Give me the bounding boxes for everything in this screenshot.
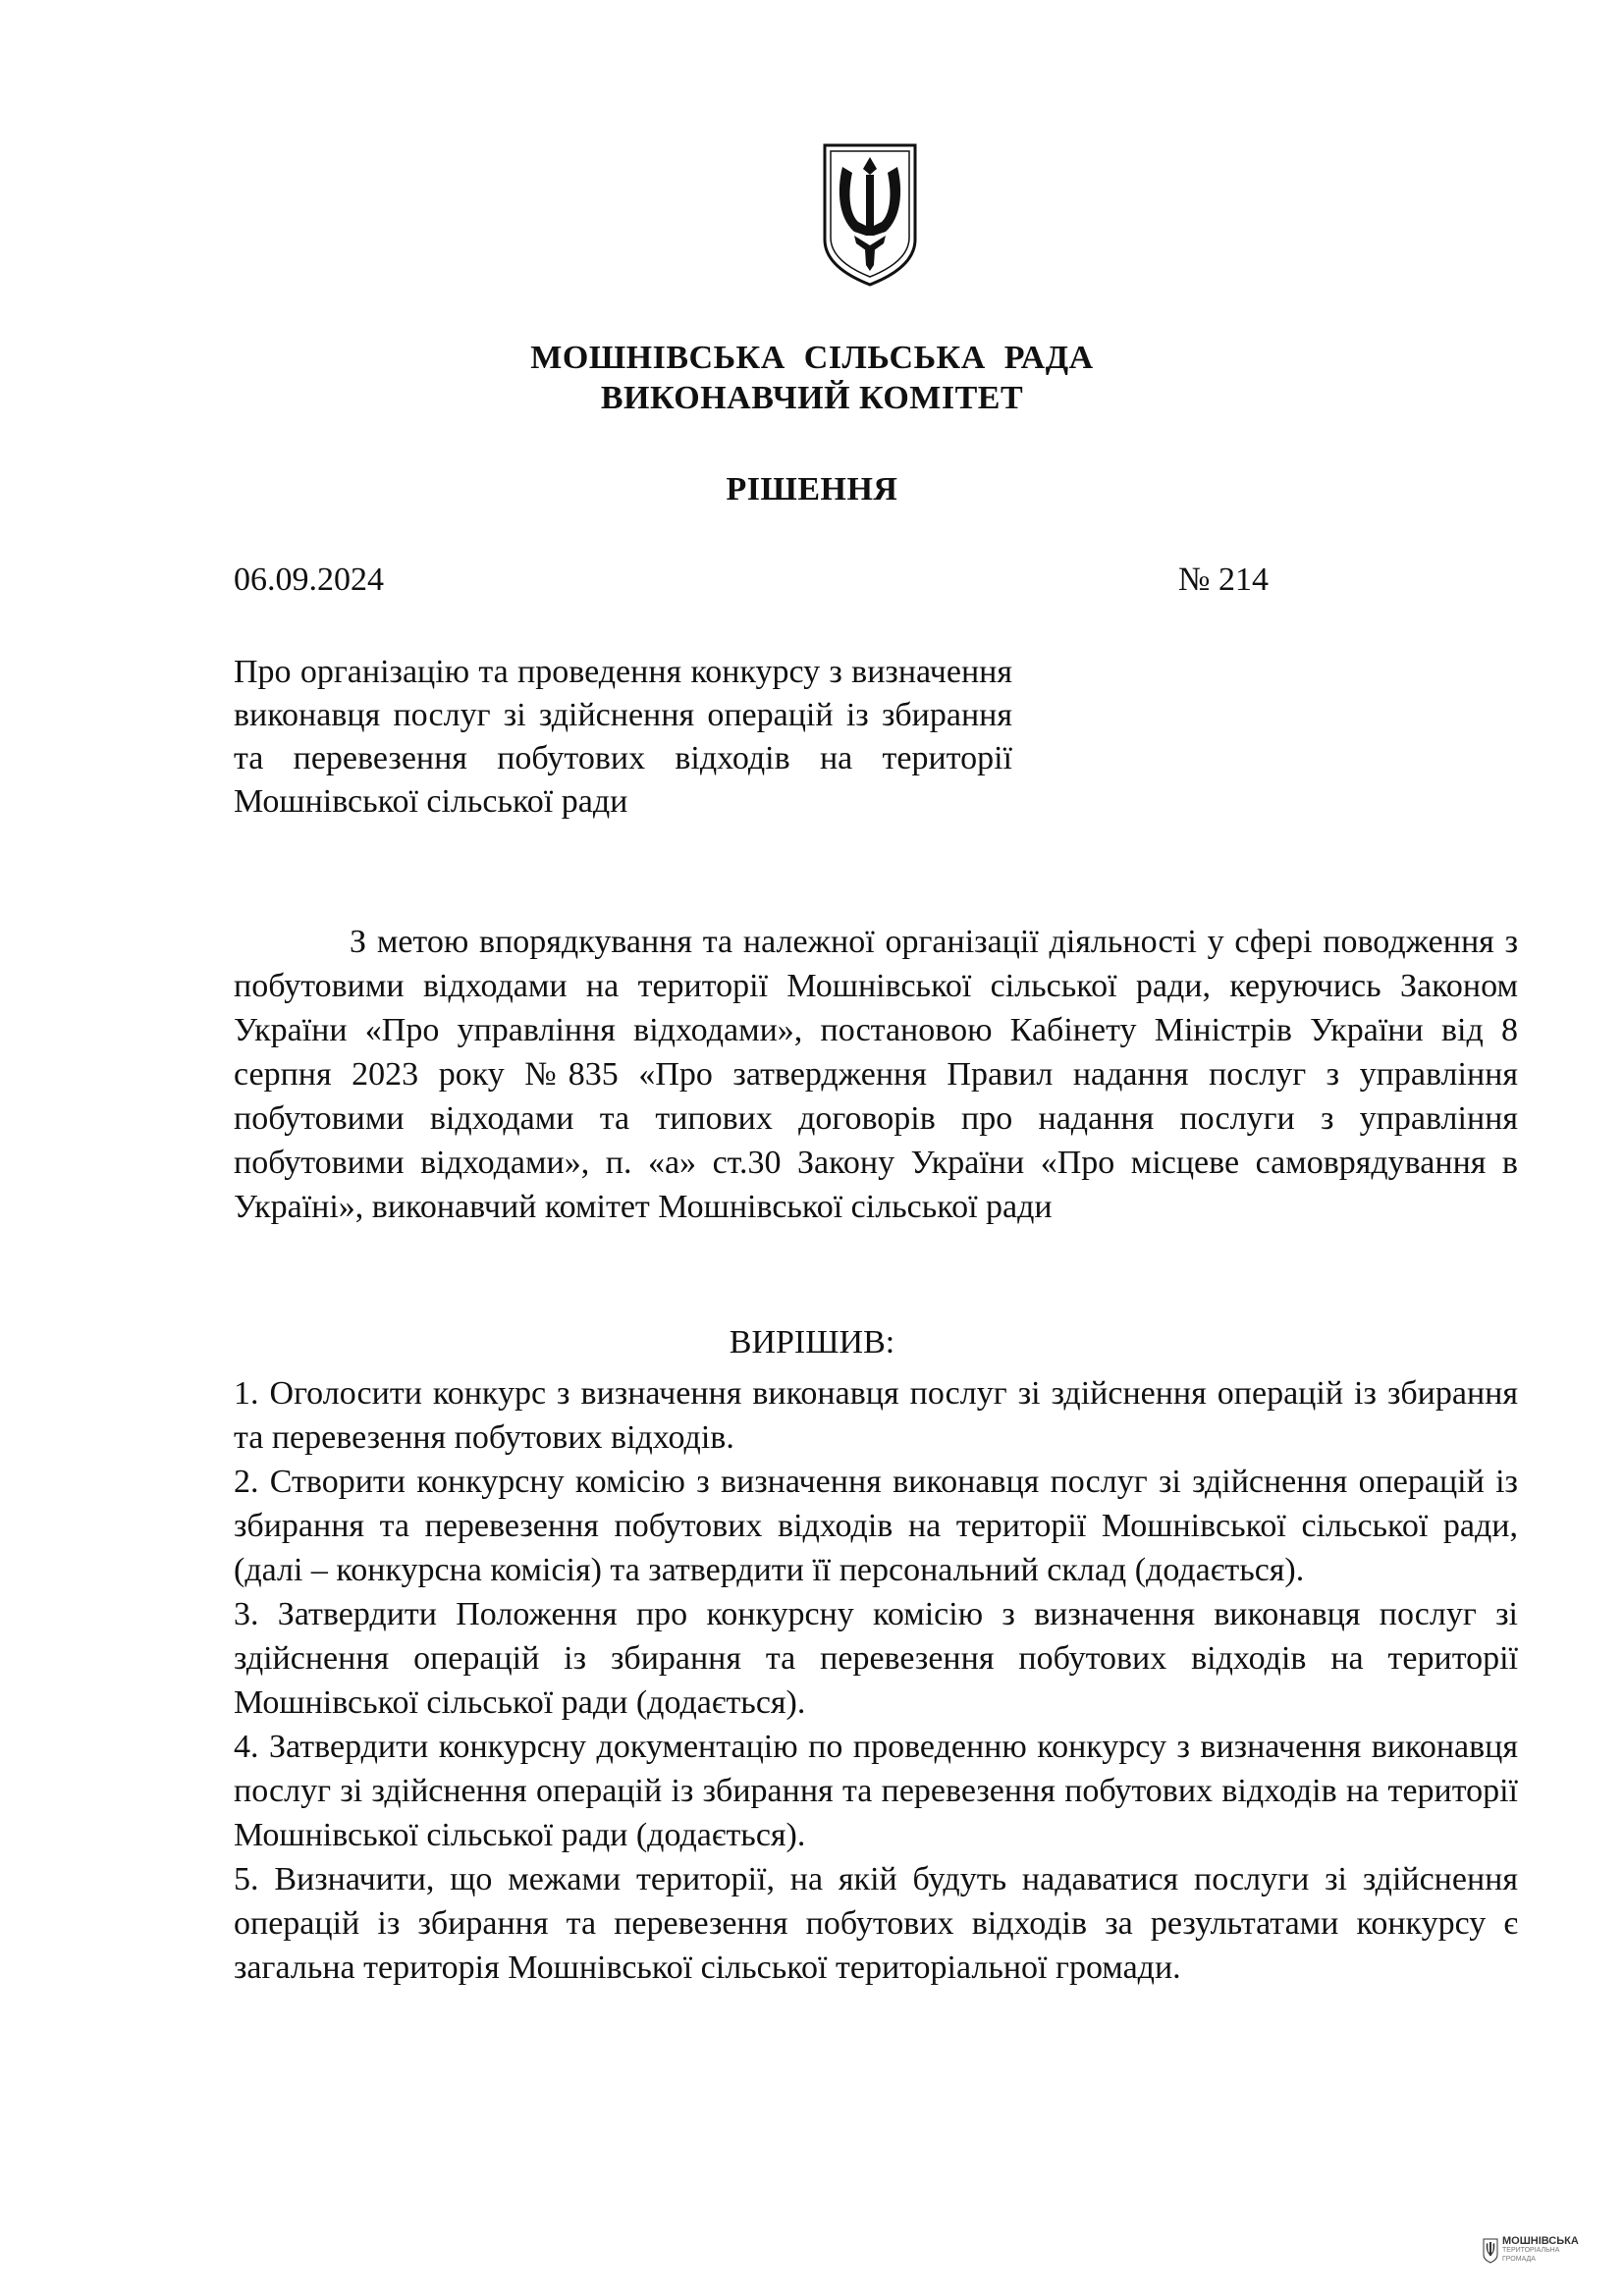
- document-type-title: РІШЕННЯ: [726, 471, 898, 507]
- resolution-item: 2. Створити конкурсну комісію з визначення виконавця послуг зі здійснення операцій із збирання та перевезення побутових відходів на території Мошнівської сільської ради, (далі – конкурсна комісія) та затвердити її персональний склад (додається).: [234, 1464, 1518, 1588]
- resolution-item: 3. Затвердити Положення про конкурсну комісію з визначення виконавця послуг зі здійснення операцій із збирання та перевезення побутових відходів на території Мошнівської сільської ради (додається).: [234, 1596, 1518, 1721]
- decision-subject: Про організацію та проведення конкурсу з визначення виконавця послуг зі здійснення операцій із збирання та перевезення побутових відходів на території Мошнівської сільської ради: [234, 654, 1012, 820]
- watermark-line-3: ГРОМАДА: [1502, 2256, 1536, 2263]
- watermark-text: [1502, 2237, 1579, 2264]
- resolution-item: 1. Оголосити конкурс з визначення виконавця послуг зі здійснення операцій із збирання та перевезення побутових відходів.: [234, 1375, 1518, 1456]
- preamble-paragraph: З метою впорядкування та належної організації діяльності у сфері поводження з побутовими відходами на території Мошнівської сільської ради, керуючись Законом України «Про управління відходами», постановою Кабінету Міністрів України від 8 серпня 2023 року №835 «Про затвердження Правил надання послуг з управління побутовими відходами та типових договорів про надання послуги з управління побутовими відходами», п. «а» ст.30 Закону України «Про місцеве самоврядування в Україні», виконавчий комітет Мошнівської сільської ради: [234, 924, 1518, 1225]
- resolution-item: 4. Затвердити конкурсну документацію по проведенню конкурсу з визначення виконавця послуг зі здійснення операцій із збирання та перевезення побутових відходів на території Мошнівської сільської ради (додається).: [234, 1729, 1518, 1853]
- watermark-line-1: МОШНІВСЬКА: [1502, 2235, 1579, 2247]
- resolution-heading: ВИРІШИВ:: [729, 1324, 895, 1361]
- community-watermark: [1483, 2237, 1579, 2264]
- resolution-items: [234, 1371, 1518, 1990]
- watermark-line-2: ТЕРИТОРІАЛЬНА: [1502, 2247, 1560, 2254]
- decision-number: № 214: [1178, 561, 1269, 598]
- organization-title: МОШНІВСЬКА СІЛЬСЬКА РАДА: [530, 340, 1094, 376]
- resolution-item: 5. Визначити, що межами території, на якій будуть надаватися послуги зі здійснення операцій із збирання та перевезення побутових відходів за результатами конкурсу є загальна територія Мошнівської сільської територіальної громади.: [234, 1861, 1518, 1986]
- trident-icon: [1483, 2238, 1498, 2264]
- committee-title: ВИКОНАВЧИЙ КОМІТЕТ: [600, 380, 1024, 416]
- trident-coat-of-arms-icon: [819, 141, 921, 289]
- decision-date: 06.09.2024: [234, 561, 384, 598]
